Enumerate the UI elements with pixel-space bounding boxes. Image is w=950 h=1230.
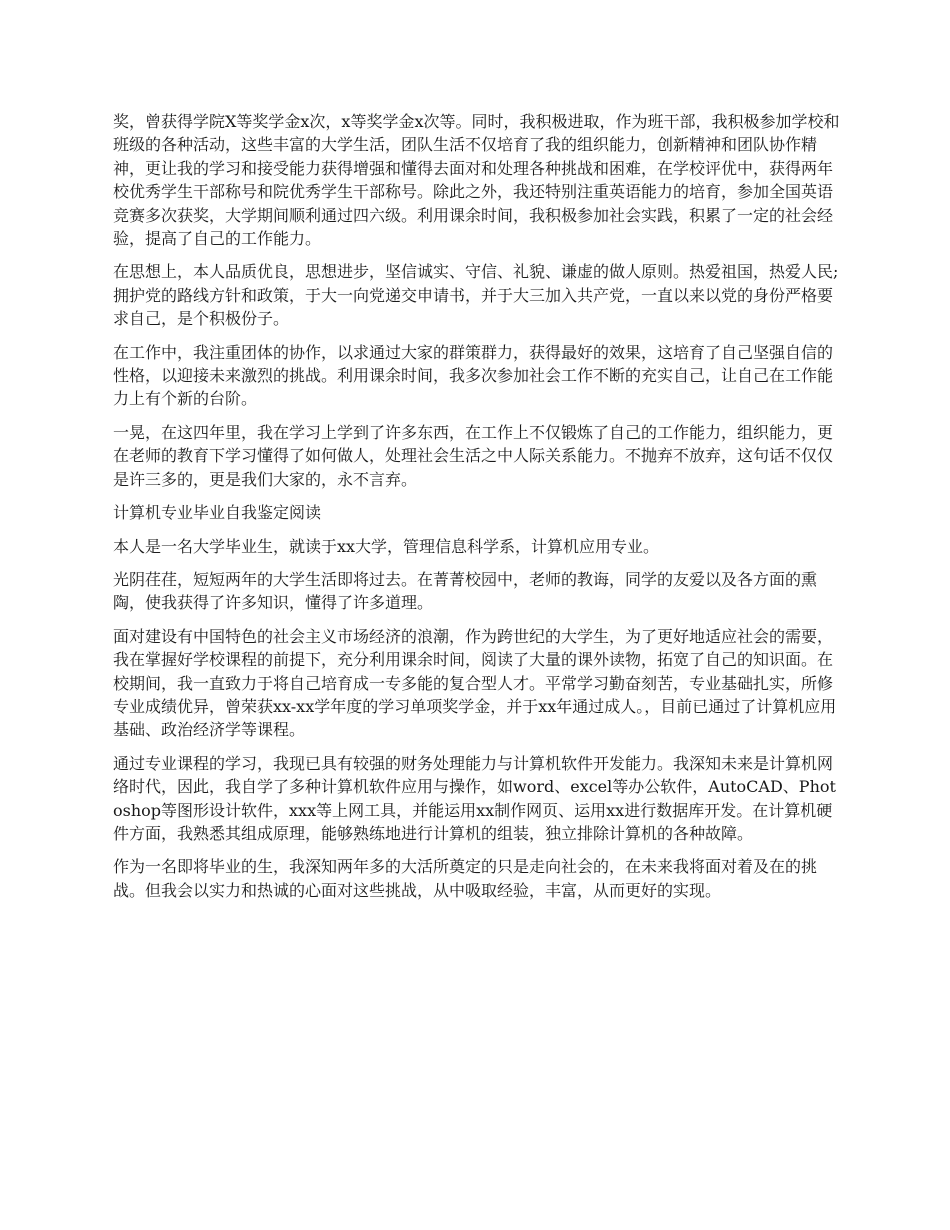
paragraph-skills: 通过专业课程的学习，我现已具有较强的财务处理能力与计算机软件开发能力。我深知未来是计算机网络时代，因此，我自学了多种计算机软件应用与操作，如word、excel等办公软件，AutoCAD、Photoshop等图形设计软件，xxx等上网工具，并能运用xx制作网页、运用xx进行数据库开发。在计算机硬件方面，我熟悉其组成原理，能够熟练地进行计算机的组装，独立排除计算机的各种故障。 [113,753,836,843]
paragraph-ideology: 在思想上，本人品质优良，思想进步，坚信诚实、守信、礼貌、谦虚的做人原则。热爱祖国，热爱人民;拥护党的路线方针和政策，于大一向党递交申请书，并于大三加入共产党，一直以来以党的身份严格要求自己，是个积极份子。 [113,262,839,329]
paragraph-conclusion: 作为一名即将毕业的生，我深知两年多的大活所奠定的只是走向社会的，在未来我将面对着及在的挑战。但我会以实力和热诚的心面对这些挑战，从中吸取经验，丰富，从而更好的实现。 [113,857,818,900]
document-page [113,110,840,912]
paragraph-intro: 本人是一名大学毕业生，就读于xx大学，管理信息科学系，计算机应用专业。 [113,536,660,556]
paragraph-college-life: 光阴荏荏，短短两年的大学生活即将过去。在菁菁校园中，老师的教诲，同学的友爱以及各方面的熏陶，使我获得了许多知识，懂得了许多道理。 [113,569,818,613]
paragraph-study: 面对建设有中国特色的社会主义市场经济的浪潮，作为跨世纪的大学生，为了更好地适应社会的需要，我在掌握好学校课程的前提下，充分利用课余时间，阅读了大量的课外读物，拓宽了自己的知识面。在校期间，我一直致力于将自己培育成一专多能的复合型人才。平常学习勤奋刻苦，专业基础扎实，所修专业成绩优异，曾荣获xx-xx学年度的学习单项奖学金，并于xx年通过成人。，目前已通过了计算机应用基础、政治经济学等课程。 [113,626,837,740]
paragraph-awards: 奖，曾获得学院X等奖学金x次，x等奖学金x次等。同时，我积极进取，作为班干部，我积极参加学校和班级的各种活动，这些丰富的大学生活，团队生活不仅培育了我的组织能力，创新精神和团队协作精神，更让我的学习和接受能力获得增强和懂得去面对和处理各种挑战和困难，在学校评优中，获得两年校优秀学生干部称号和院优秀学生干部称号。除此之外，我还特别注重英语能力的培育，参加全国英语竞赛多次获奖，大学期间顺利通过四六级。利用课余时间，我积极参加社会实践，积累了一定的社会经验，提高了自己的工作能力。 [113,112,840,249]
section-heading: 计算机专业毕业自我鉴定阅读 [113,503,322,523]
paragraph-four-years: 一晃，在这四年里，我在学习上学到了许多东西，在工作上不仅锻炼了自己的工作能力，组织能力，更在老师的教育下学习懂得了如何做人，处理社会生活之中人际关系能力。不抛弃不放弃，这句话不仅仅是许三多的，更是我们大家的，永不言弃。 [113,422,834,489]
paragraph-work: 在工作中，我注重团体的协作，以求通过大家的群策群力，获得最好的效果，这培育了自己坚强自信的性格，以迎接未来激烈的挑战。利用课余时间，我多次参加社会工作不断的充实自己，让自己在工作能力上有个新的台阶。 [113,342,834,409]
